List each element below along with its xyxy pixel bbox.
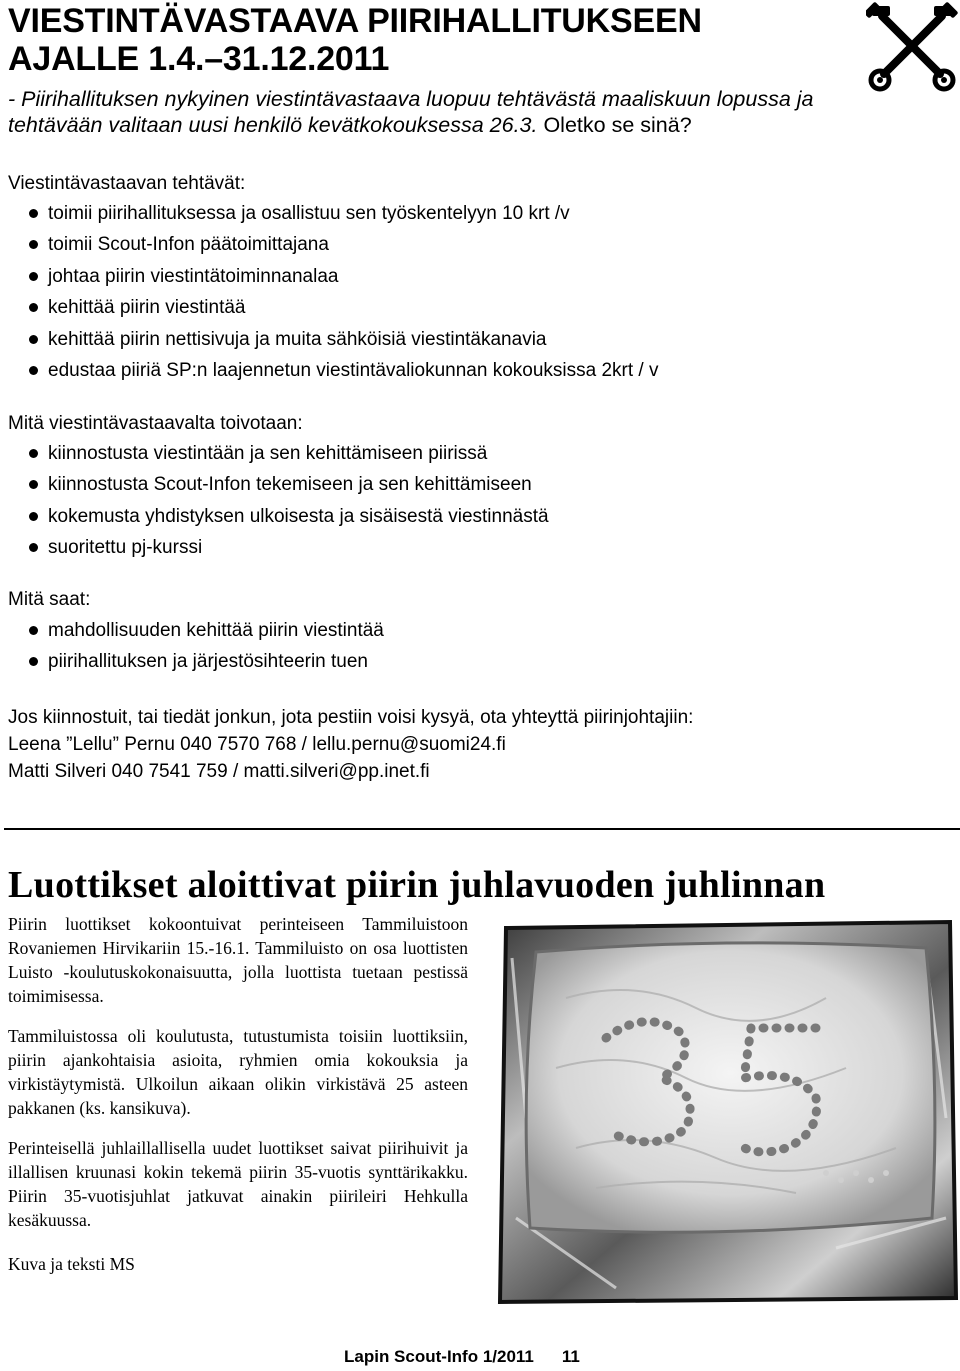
bullet-icon [29,657,38,666]
article-paragraph: Perinteisellä juhlaillallisella uudet luottikset saivat piirihuivit ja illallisen kruunasi kokin tekemä piirin 35-vuotis synttärikakku. Piirin 35-vuotisjuhlat jatkuvat ainakin piirileiri Hehkulla kesäkuussa. [8,1138,468,1230]
list-item: kiinnostusta Scout-Infon tekemiseen ja sen kehittämiseen [8,469,549,500]
bullet-icon [29,512,38,521]
page-footer [344,1346,580,1368]
bullet-icon [29,543,38,552]
contact-matti: Matti Silveri 040 7541 759 / matti.silveri@pp.inet.fi [8,761,430,782]
wishes-label: Mitä viestintävastaavalta toivotaan: [8,413,303,434]
headline-line-1: VIESTINTÄVASTAAVA PIIRIHALLITUKSEEN [8,2,702,40]
contact-intro: Jos kiinnostuit, tai tiedät jonkun, jota pestiin voisi kysyä, ota yhteyttä piirinjohtajiin: [8,707,694,728]
intro-text [8,86,908,138]
list-item: kokemusta yhdistyksen ulkoisesta ja sisäisestä viestinnästä [8,501,549,532]
list-item: toimii Scout-Infon päätoimittajana [8,229,658,260]
bullet-icon [29,449,38,458]
list-item: edustaa piiriä SP:n laajennetun viestintävaliokunnan kokouksissa 2krt / v [8,355,658,386]
list-item: toimii piirihallituksessa ja osallistuu sen työskentelyyn 10 krt /v [8,198,658,229]
bullet-icon [29,366,38,375]
list-item: kehittää piirin nettisivuja ja muita sähköisiä viestintäkanavia [8,324,658,355]
page-number: 11 [561,1347,580,1366]
bullet-icon [29,335,38,344]
list-item: mahdollisuuden kehittää piirin viestintää [8,615,384,646]
section-divider [4,828,960,830]
intro-question: Oletko se sinä? [537,113,692,137]
bullet-icon [29,240,38,249]
article-body [8,912,468,1292]
duties-label: Viestintävastaavan tehtävät: [8,173,246,194]
article-paragraph: Tammiluistossa oli koulutusta, tutustumista toisiin luottiksiin, piirin ajankohtaisia asioita, ryhmien omia kokouksia ja virkistäytymistä. Ulkoilun aikaan olikin virkistävä 25 asteen pakkanen (ks. kansikuva). [8,1026,468,1118]
publication-name: Lapin Scout-Info 1/2011 [344,1347,534,1366]
list-item: kiinnostusta viestintään ja sen kehittämiseen piirissä [8,438,549,469]
list-item: kehittää piirin viestintää [8,292,658,323]
list-item: suoritettu pj-kurssi [8,532,549,563]
bullet-icon [29,209,38,218]
duties-list [8,198,658,386]
bullet-icon [29,480,38,489]
list-item: johtaa piirin viestintätoiminnanalaa [8,261,658,292]
headline-line-2: AJALLE 1.4.–31.12.2011 [8,40,390,78]
article-title: Luottikset aloittivat piirin juhlavuoden juhlinnan [8,864,826,906]
crossed-keys-emblem [866,2,958,94]
article-paragraph: Piirin luottikset kokoontuivat perinteiseen Tammiluistoon Rovaniemen Hirvikariin 15.-16.1. Tammiluisto on osa luottisten Luisto -koulutuskokonaisuutta, jolla luottista tuetaan pestissä toimimisessa. [8,914,468,1006]
wishes-list [8,438,549,564]
article-credit: Kuva ja teksti MS [8,1254,135,1274]
benefits-list [8,615,384,678]
intro-italic: - Piirihallituksen nykyinen viestintävastaava luopuu tehtävästä maaliskuun lopussa ja tehtävään valitaan uusi henkilö kevätkokouksessa 26.3. [8,87,814,137]
list-item: piirihallituksen ja järjestösihteerin tuen [8,646,384,677]
page-headline [8,2,848,78]
bullet-icon [29,272,38,281]
cake-photo [496,918,960,1306]
contact-leena: Leena ”Lellu” Pernu 040 7570 768 / lellu.pernu@suomi24.fi [8,734,506,755]
bullet-icon [29,626,38,635]
benefits-label: Mitä saat: [8,589,91,610]
contact-block [8,704,928,785]
bullet-icon [29,303,38,312]
